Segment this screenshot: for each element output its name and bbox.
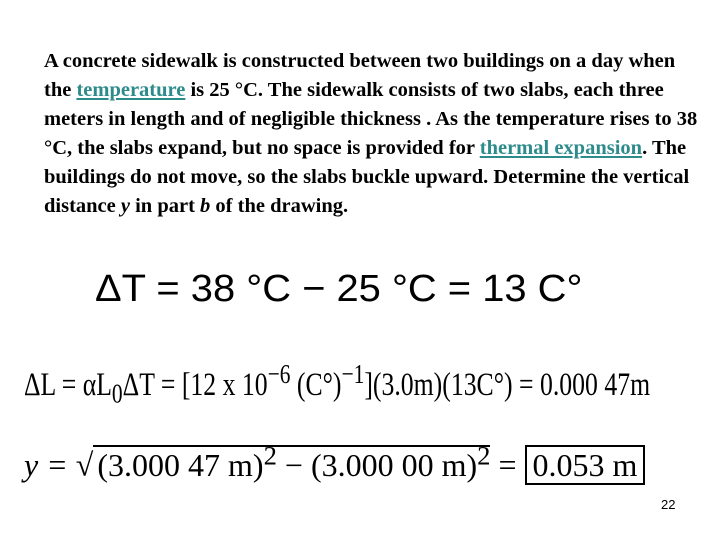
- eq-sup: −6: [267, 358, 291, 389]
- eq-part: (3.000 47 m): [97, 446, 264, 483]
- eq-part: − (3.000 00 m): [276, 446, 478, 483]
- text: A concrete sidewalk is constructed between two buildings on a day when the: [44, 50, 676, 101]
- eq-sup: −1: [341, 358, 365, 389]
- eq-part: ΔT = [12 x 10: [122, 367, 268, 403]
- link-thermal-expansion[interactable]: thermal expansion: [479, 137, 643, 159]
- equation-delta-t: ΔT = 38 °C − 25 °C = 13 C°: [95, 268, 583, 310]
- text: of the drawing.: [210, 195, 349, 217]
- problem-statement: [44, 47, 704, 221]
- eq-sup: 2: [263, 440, 277, 470]
- eq-part: y = √: [24, 446, 94, 483]
- eq-part: (C°): [290, 367, 342, 403]
- text: in part: [129, 195, 201, 217]
- eq-part: =: [490, 446, 525, 483]
- radicand: [93, 440, 491, 483]
- text: is 25 °C. The sidewalk consists of two slabs, each three meters in length and of negligible thickness . As the temperature rises to 38 °C, the slabs expand, but no space is provided for: [44, 79, 698, 159]
- eq-sup: 2: [477, 440, 491, 470]
- eq-sub: 0: [111, 377, 123, 409]
- link-temperature[interactable]: temperature: [76, 79, 186, 101]
- eq-part: ](3.0m)(13C°) = 0.000 47m: [364, 367, 651, 403]
- page-number: 22: [661, 497, 676, 512]
- variable-y: y: [120, 195, 130, 217]
- answer-box: 0.053 m: [525, 445, 646, 485]
- eq-part: ΔL = αL: [24, 367, 112, 403]
- variable-b: b: [200, 195, 211, 217]
- equation-y: [24, 440, 645, 484]
- equation-delta-l: [24, 358, 650, 410]
- text: . The buildings do not move, so the slabs buckle upward. Determine the vertical distance: [44, 137, 690, 217]
